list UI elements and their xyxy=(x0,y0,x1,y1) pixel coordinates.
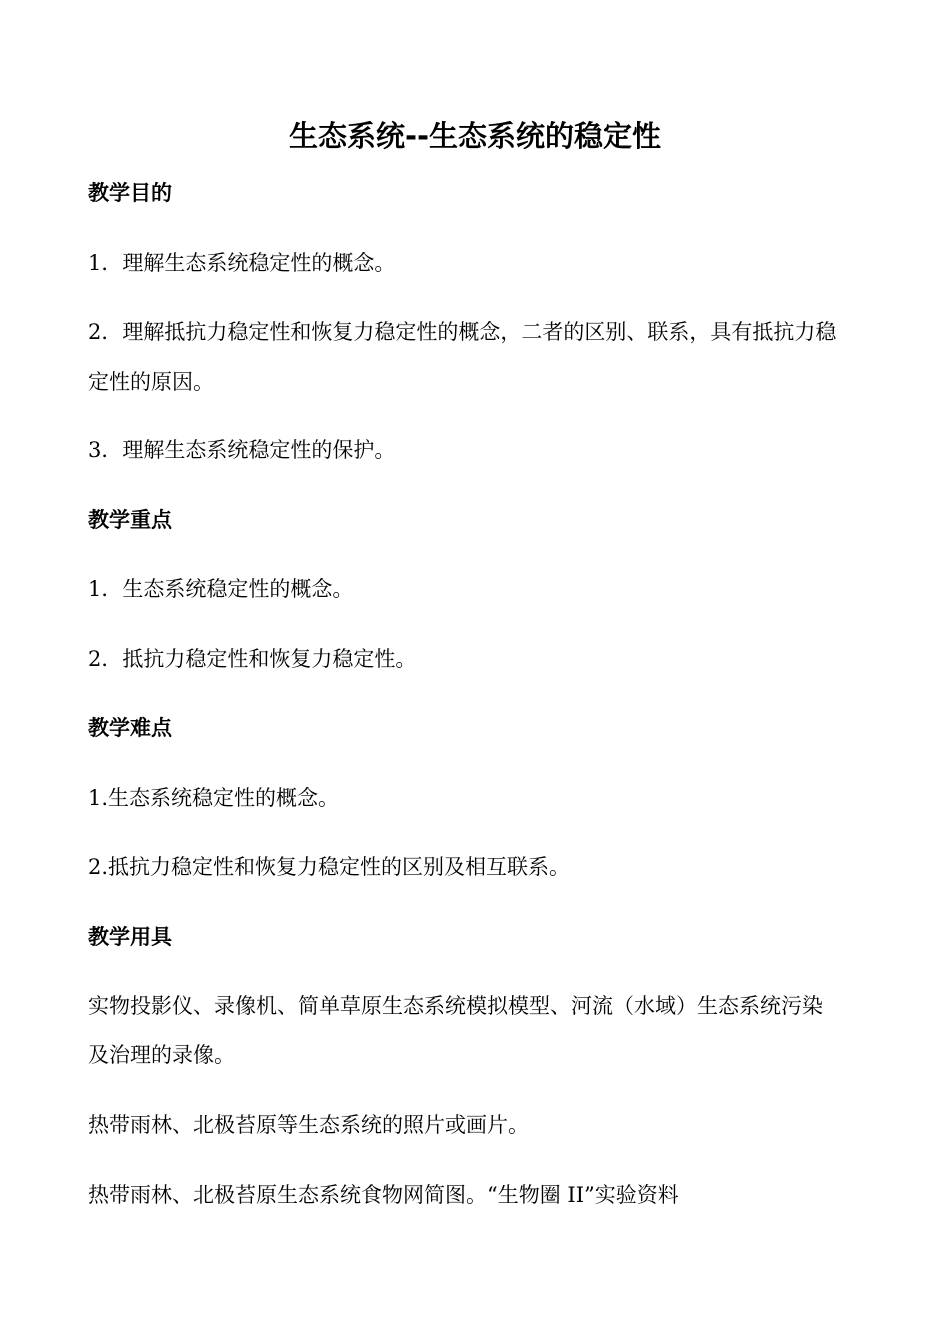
objective-item-2: 2．理解抵抗力稳定性和恢复力稳定性的概念，二者的区别、联系，具有抵抗力稳 xyxy=(88,320,837,344)
difficulty-item-1: 1.生态系统稳定性的概念。 xyxy=(88,786,340,810)
tools-item-3: 热带雨林、北极苔原生态系统食物网简图。“生物圈 II”实验资料 xyxy=(88,1183,679,1207)
key-point-item-2: 2．抵抗力稳定性和恢复力稳定性。 xyxy=(88,647,417,671)
tools-item-1: 实物投影仪、录像机、简单草原生态系统模拟模型、河流（水域）生态系统污染 xyxy=(88,994,823,1018)
objective-item-2-continuation: 定性的原因。 xyxy=(88,370,214,394)
difficulty-item-2: 2.抵抗力稳定性和恢复力稳定性的区别及相互联系。 xyxy=(88,855,571,879)
tools-item-2: 热带雨林、北极苔原等生态系统的照片或画片。 xyxy=(88,1113,529,1137)
objective-item-1: 1．理解生态系统稳定性的概念。 xyxy=(88,251,396,275)
objective-item-3: 3．理解生态系统稳定性的保护。 xyxy=(88,438,396,462)
section-heading-tools: 教学用具 xyxy=(88,925,172,949)
document-title: 生态系统--生态系统的稳定性 xyxy=(288,119,662,153)
section-heading-key-points: 教学重点 xyxy=(88,508,172,532)
section-heading-objectives: 教学目的 xyxy=(88,181,172,205)
section-heading-difficulties: 教学难点 xyxy=(88,716,172,740)
tools-item-1-continuation: 及治理的录像。 xyxy=(88,1043,235,1067)
key-point-item-1: 1．生态系统稳定性的概念。 xyxy=(88,577,354,601)
